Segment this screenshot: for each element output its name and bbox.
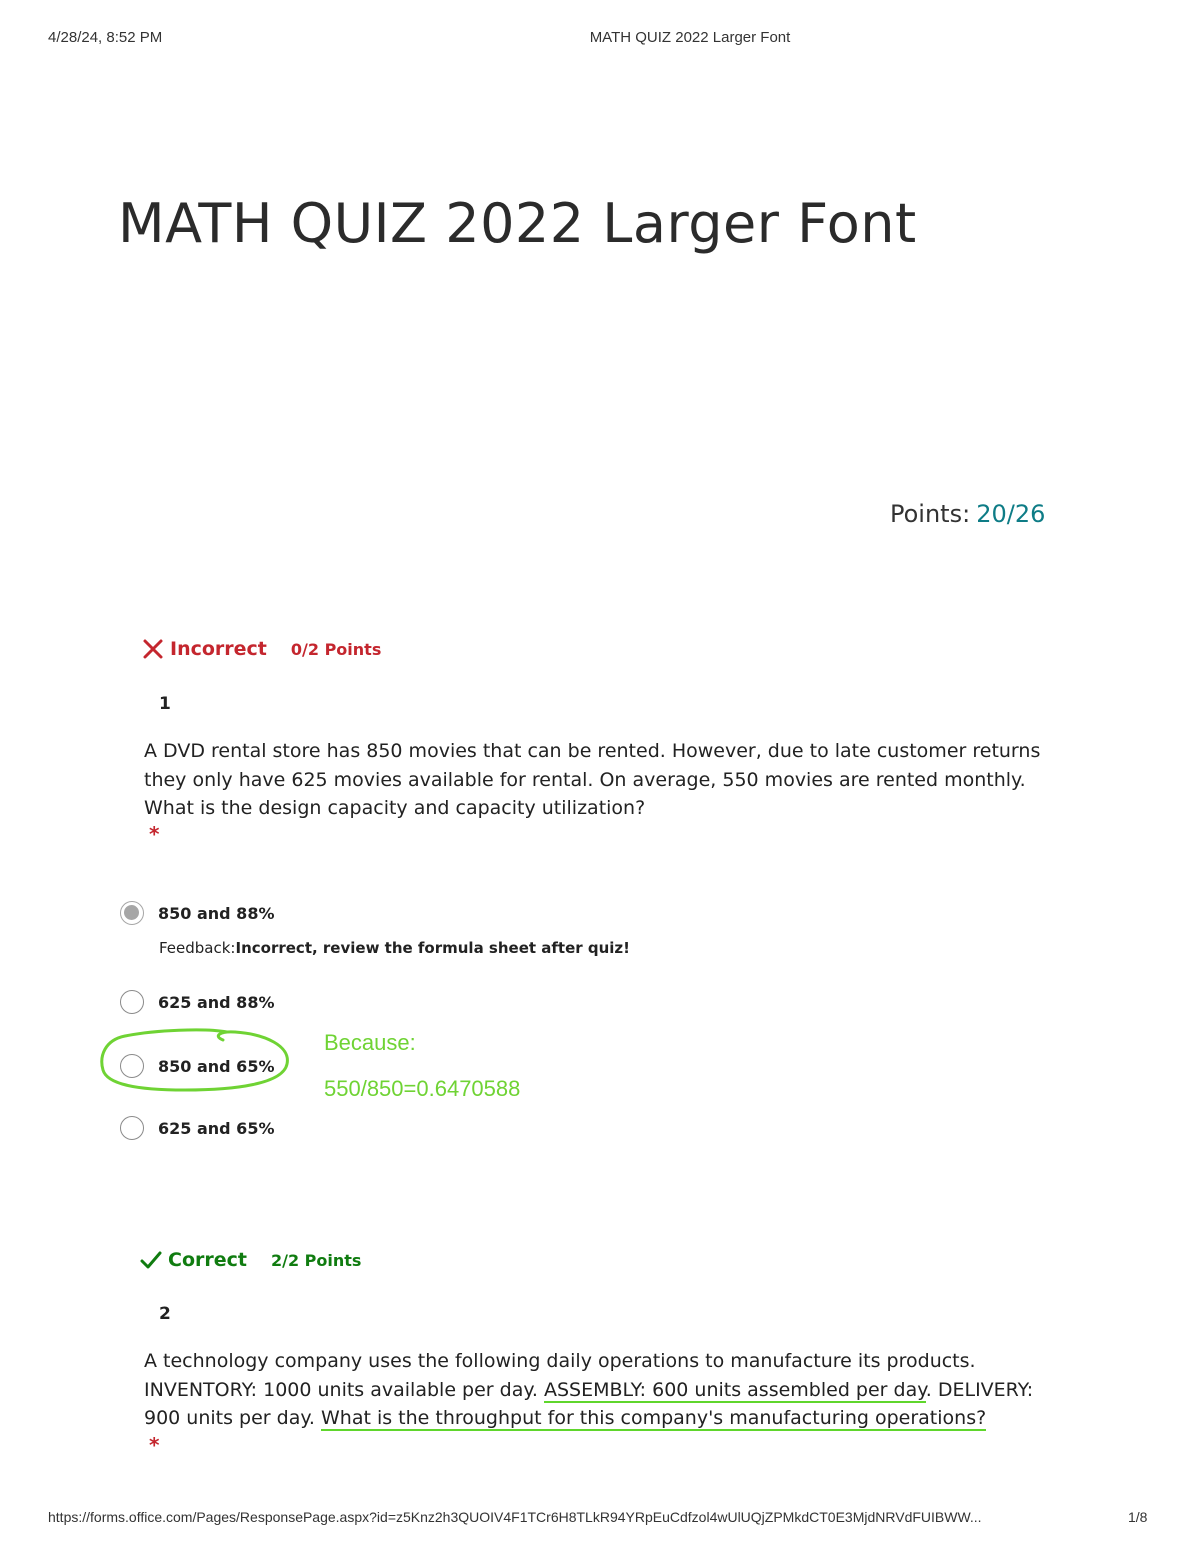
- question-text-part: A technology company uses the following daily operations to manufacture its products. INVENTORY: 1000 units available per day.: [144, 1350, 976, 1401]
- option-2[interactable]: [120, 990, 274, 1014]
- question-number: 1: [159, 694, 171, 714]
- handwritten-circle: [95, 1024, 295, 1096]
- print-page-number: 1/8: [1128, 1509, 1148, 1525]
- radio-selected[interactable]: [120, 901, 144, 925]
- option-label: 850 and 65%: [158, 1056, 275, 1076]
- radio-button[interactable]: [120, 990, 144, 1014]
- annotation-line-2: 550/850=0.6470588: [324, 1076, 521, 1101]
- option-1[interactable]: [120, 901, 274, 925]
- question-points: 0/2 Points: [290, 639, 382, 659]
- feedback-label: Feedback:: [159, 939, 236, 957]
- check-icon: [140, 1249, 162, 1271]
- question-text: A DVD rental store has 850 movies that can be rented. However, due to late customer returns they only have 625 movies available for rental. On average, 550 movies are rented monthly. What is the design capacity and capacity utilization?: [144, 740, 1041, 819]
- feedback-text: Incorrect, review the formula sheet after quiz!: [235, 939, 631, 957]
- question-number: 2: [159, 1304, 171, 1324]
- points-summary: [890, 500, 1045, 528]
- radio-button[interactable]: [120, 1116, 144, 1140]
- status-label: Incorrect: [170, 638, 267, 660]
- required-marker: *: [149, 822, 160, 846]
- option-label: 625 and 88%: [158, 992, 275, 1012]
- print-datetime: 4/28/24, 8:52 PM: [48, 29, 163, 46]
- print-doc-title: MATH QUIZ 2022 Larger Font: [589, 29, 791, 46]
- points-value: 20/26: [976, 500, 1046, 528]
- question-points: 2/2 Points: [270, 1250, 362, 1270]
- form-title: MATH QUIZ 2022 Larger Font: [118, 192, 917, 255]
- close-x-icon: [142, 638, 164, 660]
- question-text-part: . DELIVERY: 900 units per day.: [144, 1378, 1034, 1429]
- underlined-assembly: ASSEMBLY: 600 units assembled per day: [543, 1378, 926, 1401]
- required-marker: *: [149, 1433, 160, 1457]
- underlined-question: What is the throughput for this company's manufacturing operations?: [320, 1407, 987, 1429]
- option-4[interactable]: [120, 1116, 274, 1140]
- print-url: https://forms.office.com/Pages/ResponsePage.aspx?id=z5Knz2h3QUOIV4F1TCr6H8TLkR94YRpEuCdfzol4wUlUQjZPMkdCT0E3MjdNRVdFUIBWW...: [48, 1509, 982, 1525]
- annotation-line-1: Because:: [324, 1030, 416, 1055]
- question-2-status: [140, 1249, 361, 1271]
- question-1-status: [142, 638, 381, 660]
- question-text: [144, 1347, 1054, 1433]
- option-label: 625 and 65%: [158, 1118, 275, 1138]
- feedback: [159, 939, 630, 957]
- points-label: Points:: [890, 500, 971, 528]
- option-label: 850 and 88%: [158, 903, 275, 923]
- status-label: Correct: [168, 1249, 247, 1271]
